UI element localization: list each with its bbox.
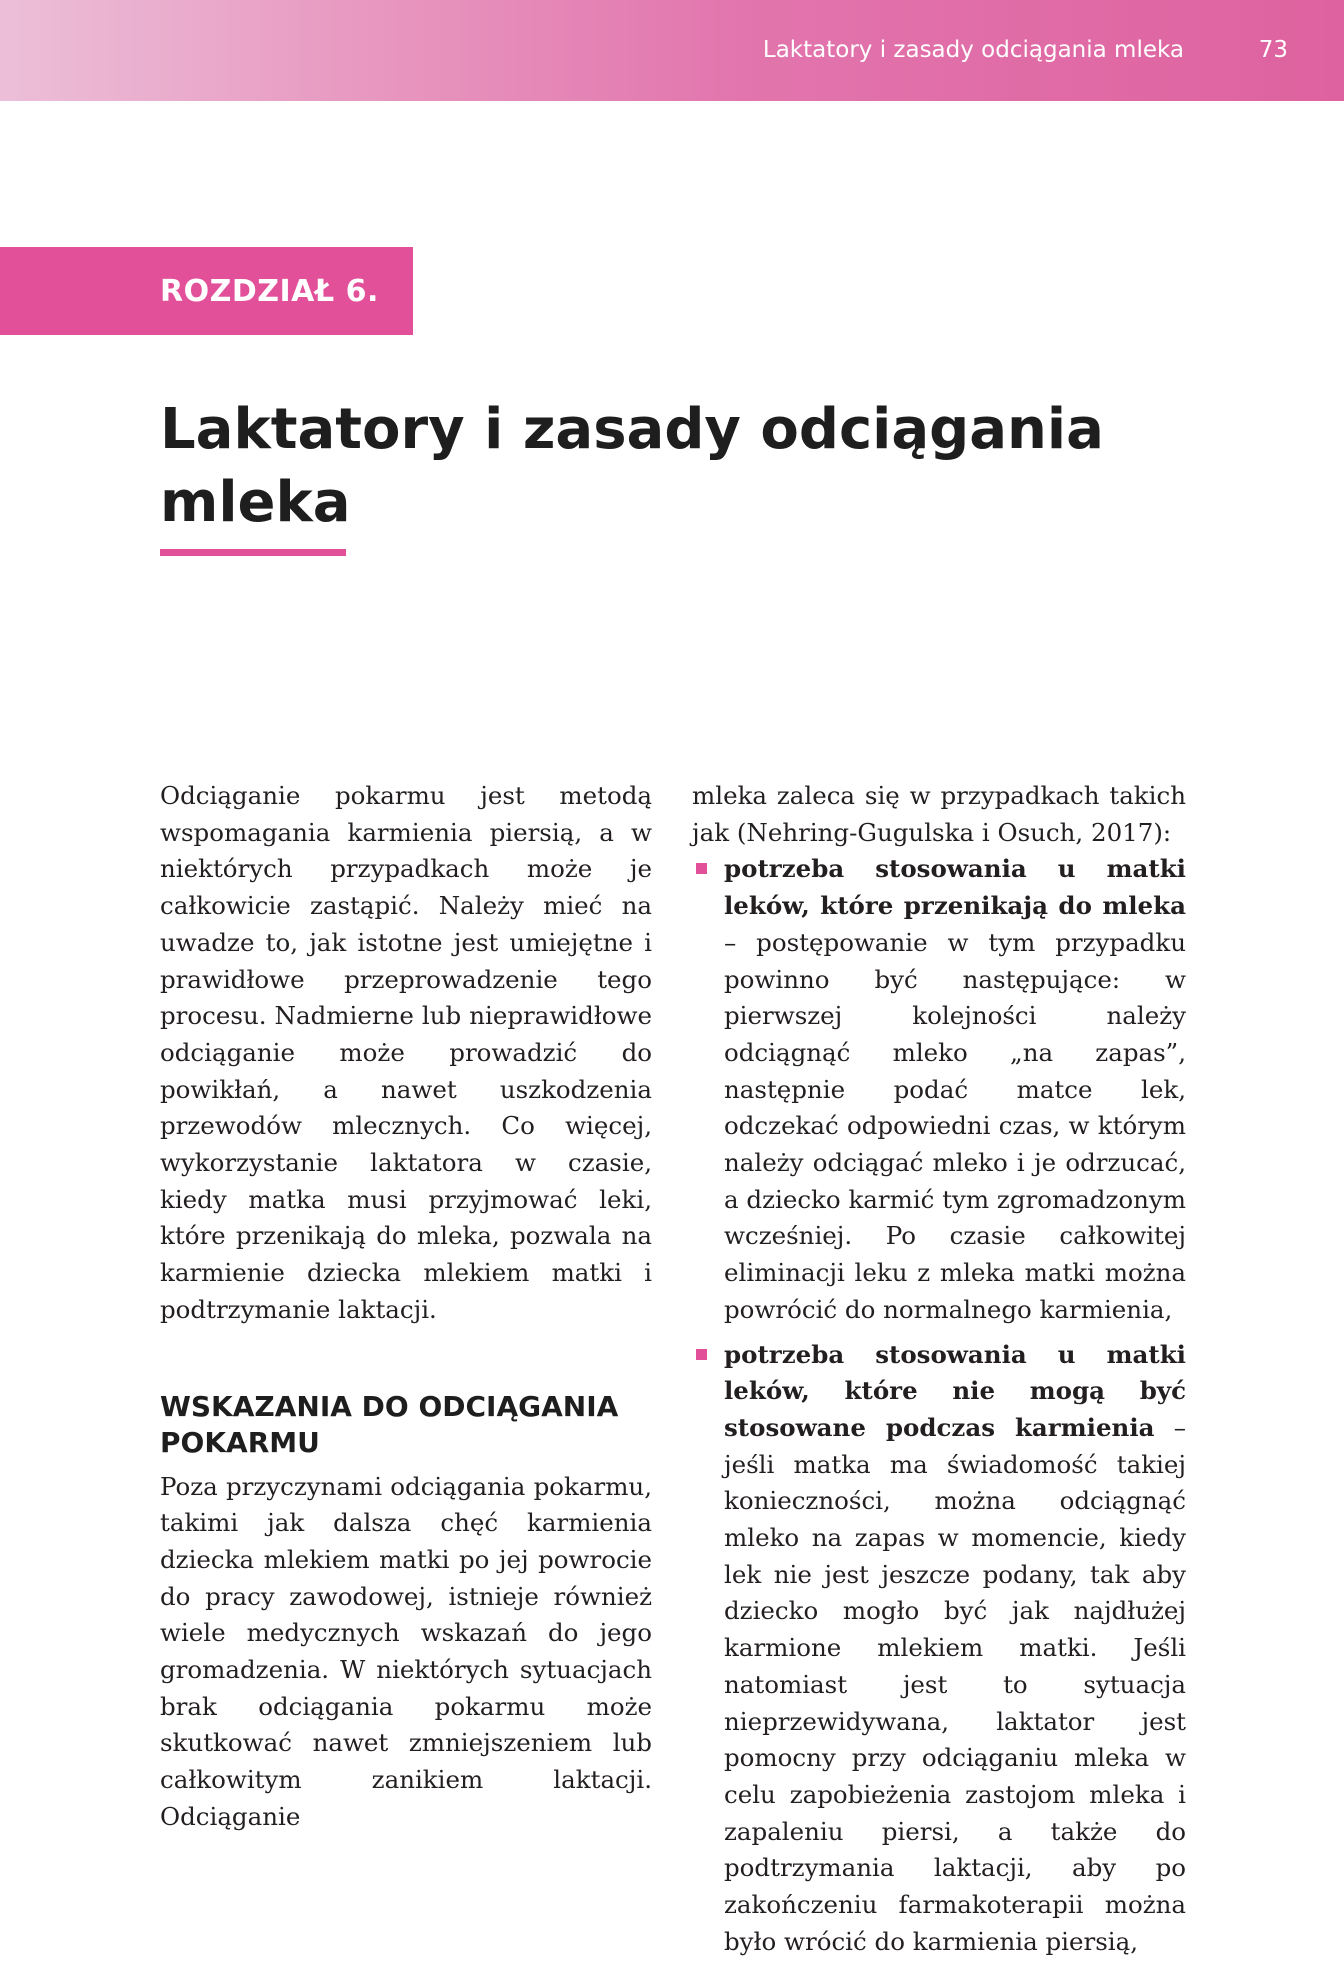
title-underline	[160, 549, 346, 556]
running-title: Laktatory i zasady odciągania mleka	[762, 37, 1184, 63]
list-item-text: – postępowanie w tym przypadku powinno być następujące: w pierwszej kolejności należy odciągnąć mleko „na zapas”, następnie podać matce lek, odczekać odpowiedni czas, w którym należy odciągać mleko i je odrzucać, a dziecko karmić tym zgromadzonym wcześniej. Po czasie całkowitej eliminacji leku z mleka matki można powrócić do normalnego karmienia,	[724, 927, 1186, 1324]
chapter-label: ROZDZIAŁ 6.	[160, 274, 379, 309]
list-item-bold: potrzeba stosowania u matki leków, które nie mogą być stosowane podczas karmienia	[724, 1339, 1186, 1442]
intro-paragraph: Odciąganie pokarmu jest metodą wspomagania karmienia piersią, a w niektórych przypadkach może je całkowicie zastąpić. Należy mieć na uwadze to, jak istotne jest umiejętne i prawidłowe przeprowadzenie tego procesu. Nadmierne lub nieprawidłowe odciąganie może prowadzić do powikłań, a nawet uszkodzenia przewodów mlecznych. Co więcej, wykorzystanie laktatora w czasie, kiedy matka musi przyjmować leki, które przenikają do mleka, pozwala na karmienie dziecka mlekiem matki i podtrzymanie laktacji.	[160, 781, 652, 1324]
left-column	[160, 778, 652, 1836]
list-item-text: – jeśli matka ma świadomość takiej konieczności, można odciągnąć mleko na zapas w momencie, kiedy lek nie jest jeszcze podany, tak aby dziecko mogło być jak najdłużej karmione mlekiem matki. Jeśli natomiast jest to sytuacja nieprzewidywana, laktator jest pomocny przy odciąganiu mleka w celu zapobieżenia zastojom mleka i zapaleniu piersi, a także do podtrzymania laktacji, aby po zakończeniu farmakoterapii można było wrócić do karmienia piersią,	[724, 1412, 1186, 1956]
page-header-bar	[0, 0, 1344, 101]
right-column	[692, 778, 1186, 1961]
section-heading: WSKAZANIA DO ODCIĄGANIA POKARMU	[160, 1389, 619, 1459]
chapter-title: Laktatory i zasady odciągania mleka	[160, 397, 1104, 535]
page-number: 73	[1258, 37, 1288, 63]
bullet-square-icon	[696, 1349, 707, 1360]
list-item	[692, 1337, 1186, 1961]
continuation-paragraph: mleka zaleca się w przypadkach takich jak (Nehring-Gugulska i Osuch, 2017):	[692, 781, 1186, 847]
chapter-label-box	[0, 247, 413, 335]
section-paragraph: Poza przyczynami odciągania pokarmu, takimi jak dalsza chęć karmienia dziecka mlekiem matki po jej powrocie do pracy zawodowej, istnieje również wiele medycznych wskazań do jego gromadzenia. W niektórych sytuacjach brak odciągania pokarmu może skutkować nawet zmniejszeniem lub całkowitym zanikiem laktacji. Odciąganie	[160, 1471, 652, 1831]
list-item	[692, 851, 1186, 1328]
bullet-square-icon	[696, 863, 707, 874]
list-item-bold: potrzeba stosowania u matki leków, które przenikają do mleka	[724, 854, 1186, 921]
indications-list	[692, 851, 1186, 1960]
